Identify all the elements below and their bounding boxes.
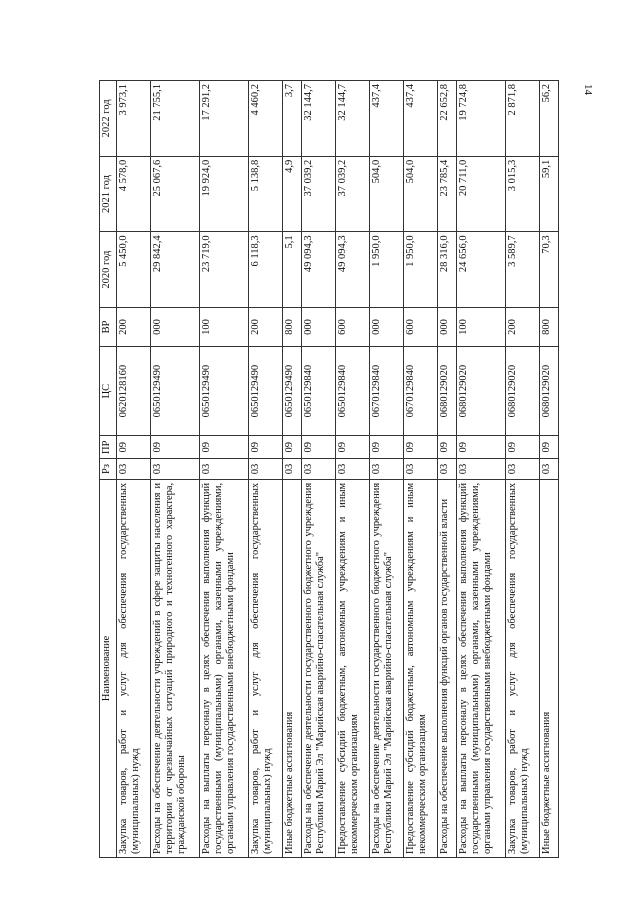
row-2020: 1 950,0 bbox=[370, 232, 404, 308]
row-cs: 0650129490 bbox=[151, 346, 200, 435]
row-cs: 0620128160 bbox=[117, 346, 151, 435]
row-name: Предоставление субсидий бюджетным, автономным учреждениям и иным некоммерческим организациям bbox=[336, 479, 370, 857]
table-header-row bbox=[100, 81, 117, 858]
row-rz: 03 bbox=[302, 459, 336, 480]
row-2020: 5 450,0 bbox=[117, 232, 151, 308]
row-name: Расходы на обеспечение выполнения функций органов государственной власти bbox=[438, 479, 457, 857]
row-2020: 49 094,3 bbox=[336, 232, 370, 308]
row-rz: 03 bbox=[506, 459, 540, 480]
table-row bbox=[456, 81, 505, 858]
row-name: Расходы на выплаты персоналу в целях обеспечения выполнения функций государственными (муниципальными) органами, казенными учреждениями, органами управления государственными внебюджетными фондами bbox=[456, 479, 505, 857]
row-2021: 37 039,2 bbox=[336, 156, 370, 232]
row-pr: 09 bbox=[302, 436, 336, 459]
row-2021: 20 711,0 bbox=[456, 156, 505, 232]
row-2020: 24 656,0 bbox=[456, 232, 505, 308]
row-name: Расходы на обеспечение деятельности государственного бюджетного учреждения Республики Марий Эл "Марийская аварийно-спасательная служба" bbox=[370, 479, 404, 857]
row-cs: 0650129490 bbox=[200, 346, 249, 435]
row-rz: 03 bbox=[151, 459, 200, 480]
table-row bbox=[404, 81, 438, 858]
row-pr: 09 bbox=[438, 436, 457, 459]
header-cs: ЦС bbox=[100, 346, 117, 435]
row-pr: 09 bbox=[506, 436, 540, 459]
row-2020: 70,3 bbox=[540, 232, 559, 308]
row-rz: 03 bbox=[540, 459, 559, 480]
row-rz: 03 bbox=[456, 459, 505, 480]
row-pr: 09 bbox=[456, 436, 505, 459]
row-pr: 09 bbox=[540, 436, 559, 459]
row-name: Закупка товаров, работ и услуг для обеспечения государственных (муниципальных) нужд bbox=[249, 479, 283, 857]
table-row bbox=[370, 81, 404, 858]
row-vr: 600 bbox=[404, 307, 438, 346]
row-name: Расходы на выплаты персоналу в целях обеспечения выполнения функций государственными (муниципальными) органами, казенными учреждениями, органами управления государственными внебюджетными фондами bbox=[200, 479, 249, 857]
row-2020: 5,1 bbox=[283, 232, 302, 308]
row-rz: 03 bbox=[370, 459, 404, 480]
row-vr: 800 bbox=[283, 307, 302, 346]
row-rz: 03 bbox=[336, 459, 370, 480]
table-row bbox=[200, 81, 249, 858]
row-2021: 23 785,4 bbox=[438, 156, 457, 232]
row-rz: 03 bbox=[404, 459, 438, 480]
table-row bbox=[283, 81, 302, 858]
row-name: Закупка товаров, работ и услуг для обеспечения государственных (муниципальных) нужд bbox=[506, 479, 540, 857]
row-vr: 000 bbox=[151, 307, 200, 346]
row-2022: 32 144,7 bbox=[302, 81, 336, 157]
row-vr: 000 bbox=[370, 307, 404, 346]
row-2021: 4 578,0 bbox=[117, 156, 151, 232]
row-vr: 600 bbox=[336, 307, 370, 346]
header-vr: ВР bbox=[100, 307, 117, 346]
header-2022: 2022 год bbox=[100, 81, 117, 157]
row-cs: 0670129840 bbox=[404, 346, 438, 435]
row-2022: 56,2 bbox=[540, 81, 559, 157]
table-row bbox=[249, 81, 283, 858]
row-2022: 437,4 bbox=[404, 81, 438, 157]
row-2021: 3 015,3 bbox=[506, 156, 540, 232]
table-row bbox=[302, 81, 336, 858]
table-row bbox=[506, 81, 540, 858]
row-2022: 3 973,1 bbox=[117, 81, 151, 157]
row-2022: 22 652,8 bbox=[438, 81, 457, 157]
row-pr: 09 bbox=[117, 436, 151, 459]
row-cs: 0650129490 bbox=[283, 346, 302, 435]
row-cs: 0650129490 bbox=[249, 346, 283, 435]
row-2020: 28 316,0 bbox=[438, 232, 457, 308]
row-name: Иные бюджетные ассигнования bbox=[540, 479, 559, 857]
row-vr: 000 bbox=[302, 307, 336, 346]
table-row bbox=[540, 81, 559, 858]
row-vr: 100 bbox=[456, 307, 505, 346]
row-2022: 21 755,1 bbox=[151, 81, 200, 157]
row-pr: 09 bbox=[151, 436, 200, 459]
row-vr: 100 bbox=[200, 307, 249, 346]
row-pr: 09 bbox=[336, 436, 370, 459]
row-pr: 09 bbox=[283, 436, 302, 459]
table-row bbox=[117, 81, 151, 858]
row-cs: 0680129020 bbox=[456, 346, 505, 435]
row-2022: 4 460,2 bbox=[249, 81, 283, 157]
row-rz: 03 bbox=[117, 459, 151, 480]
row-cs: 0670129840 bbox=[370, 346, 404, 435]
row-2021: 19 924,0 bbox=[200, 156, 249, 232]
row-2020: 3 589,7 bbox=[506, 232, 540, 308]
row-vr: 800 bbox=[540, 307, 559, 346]
table-row bbox=[151, 81, 200, 858]
row-2022: 17 291,2 bbox=[200, 81, 249, 157]
row-pr: 09 bbox=[404, 436, 438, 459]
row-pr: 09 bbox=[200, 436, 249, 459]
row-vr: 000 bbox=[438, 307, 457, 346]
row-cs: 0680129020 bbox=[506, 346, 540, 435]
table-row bbox=[438, 81, 457, 858]
header-pr: ПР bbox=[100, 436, 117, 459]
row-name: Расходы на обеспечение деятельности учреждений в сфере защиты населения и территории от чрезвычайных ситуаций природного и техногенного характера, гражданской обороны bbox=[151, 479, 200, 857]
row-2020: 29 842,4 bbox=[151, 232, 200, 308]
row-2021: 25 067,6 bbox=[151, 156, 200, 232]
row-2021: 4,9 bbox=[283, 156, 302, 232]
row-cs: 0680129020 bbox=[540, 346, 559, 435]
row-name: Расходы на обеспечение деятельности государственного бюджетного учреждения Республики Марий Эл "Марийская аварийно-спасательная служба" bbox=[302, 479, 336, 857]
row-2021: 504,0 bbox=[370, 156, 404, 232]
row-2022: 19 724,8 bbox=[456, 81, 505, 157]
row-name: Иные бюджетные ассигнования bbox=[283, 479, 302, 857]
row-2020: 23 719,0 bbox=[200, 232, 249, 308]
table-row bbox=[336, 81, 370, 858]
row-2021: 59,1 bbox=[540, 156, 559, 232]
header-2021: 2021 год bbox=[100, 156, 117, 232]
row-vr: 200 bbox=[249, 307, 283, 346]
row-2020: 49 094,3 bbox=[302, 232, 336, 308]
row-2022: 32 144,7 bbox=[336, 81, 370, 157]
row-rz: 03 bbox=[200, 459, 249, 480]
header-rz: Рз bbox=[100, 459, 117, 480]
row-pr: 09 bbox=[249, 436, 283, 459]
row-2021: 504,0 bbox=[404, 156, 438, 232]
row-name: Предоставление субсидий бюджетным, автономным учреждениям и иным некоммерческим организациям bbox=[404, 479, 438, 857]
row-cs: 0650129840 bbox=[302, 346, 336, 435]
row-2021: 5 138,8 bbox=[249, 156, 283, 232]
row-cs: 0680129020 bbox=[438, 346, 457, 435]
row-rz: 03 bbox=[438, 459, 457, 480]
budget-table bbox=[99, 80, 559, 858]
row-2022: 3,7 bbox=[283, 81, 302, 157]
row-vr: 200 bbox=[117, 307, 151, 346]
header-2020: 2020 год bbox=[100, 232, 117, 308]
row-pr: 09 bbox=[370, 436, 404, 459]
row-rz: 03 bbox=[283, 459, 302, 480]
header-name: Наименование bbox=[100, 479, 117, 857]
row-cs: 0650129840 bbox=[336, 346, 370, 435]
row-vr: 200 bbox=[506, 307, 540, 346]
row-rz: 03 bbox=[249, 459, 283, 480]
row-2020: 6 118,3 bbox=[249, 232, 283, 308]
page-number: 14 bbox=[582, 84, 594, 95]
row-2020: 1 950,0 bbox=[404, 232, 438, 308]
budget-table-rotated bbox=[99, 80, 559, 858]
row-name: Закупка товаров, работ и услуг для обеспечения государственных (муниципальных) нужд bbox=[117, 479, 151, 857]
row-2022: 2 871,8 bbox=[506, 81, 540, 157]
row-2021: 37 039,2 bbox=[302, 156, 336, 232]
row-2022: 437,4 bbox=[370, 81, 404, 157]
